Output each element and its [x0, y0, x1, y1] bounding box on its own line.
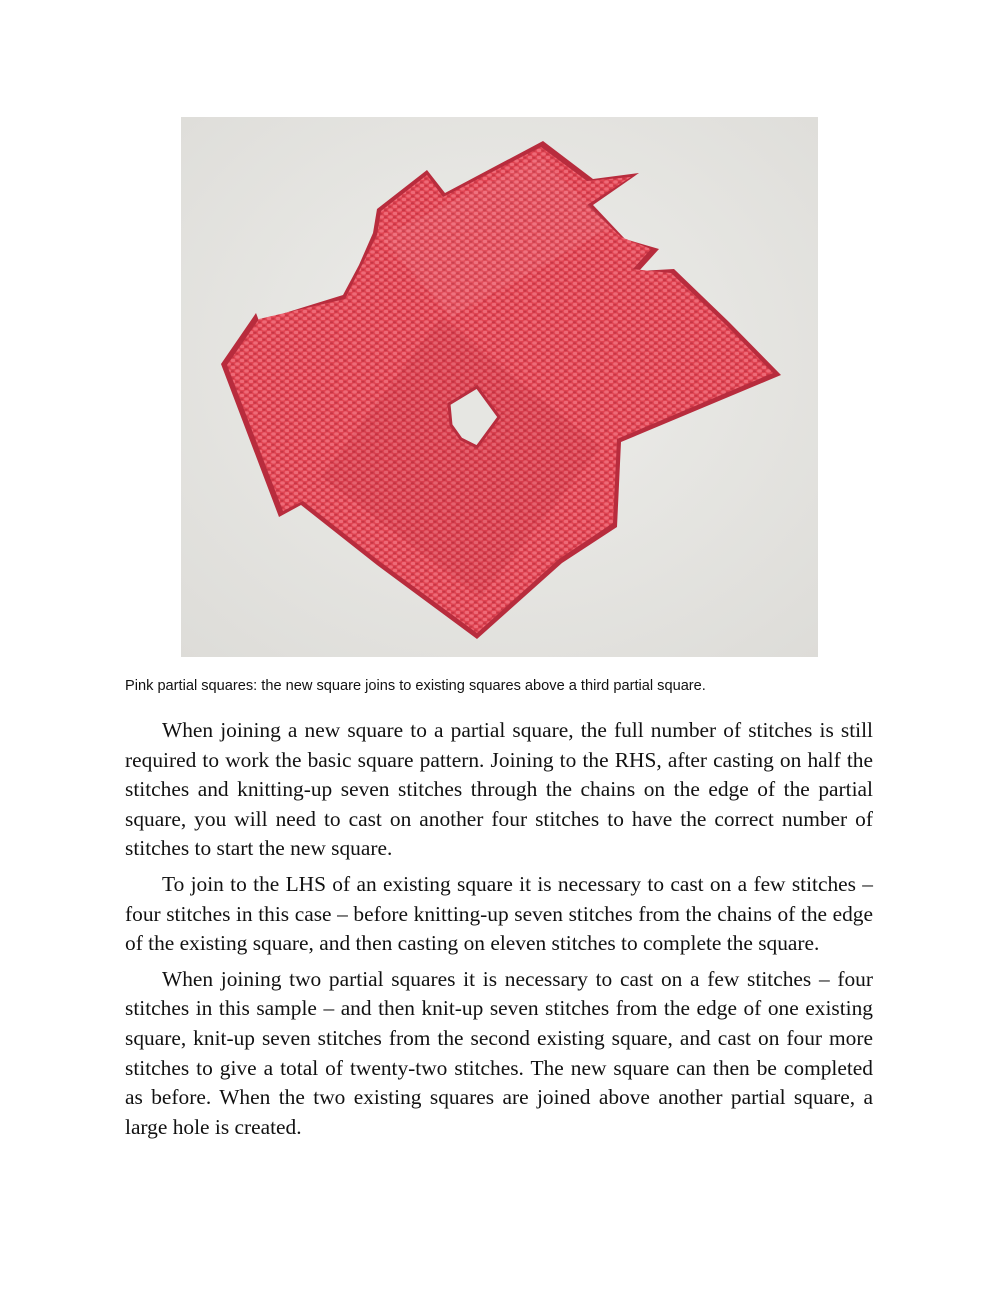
paragraph: When joining two partial squares it is necessary to cast on a few stitches – four stitches in this sample – and then knit-up seven stitches from the edge of one existing square, knit-up seven stitches from the second existing square, and cast on four more stitches to give a total of twenty-two stitches. The new square can then be completed as before. When the two existing squares are joined above another partial square, a large hole is created. — [125, 966, 873, 1139]
figure-caption: Pink partial squares: the new square joins to existing squares above a third partial square. — [125, 678, 706, 694]
body-text — [125, 716, 873, 1148]
paragraph: To join to the LHS of an existing square it is necessary to cast on a few stitches – four stitches in this case – before knitting-up seven stitches from the chains of the edge of the existing square, and then casting on eleven stitches to complete the square. — [125, 871, 873, 956]
knitted-piece-illustration — [181, 117, 818, 657]
paragraph: When joining a new square to a partial square, the full number of stitches is still required to work the basic square pattern. Joining to the RHS, after casting on half the stitches and knitting-up seven stitches through the chains on the edge of the partial square, you will need to cast on another four stitches to have the correct number of stitches to start the new square. — [125, 718, 873, 861]
knitted-sample-photo — [181, 117, 818, 657]
